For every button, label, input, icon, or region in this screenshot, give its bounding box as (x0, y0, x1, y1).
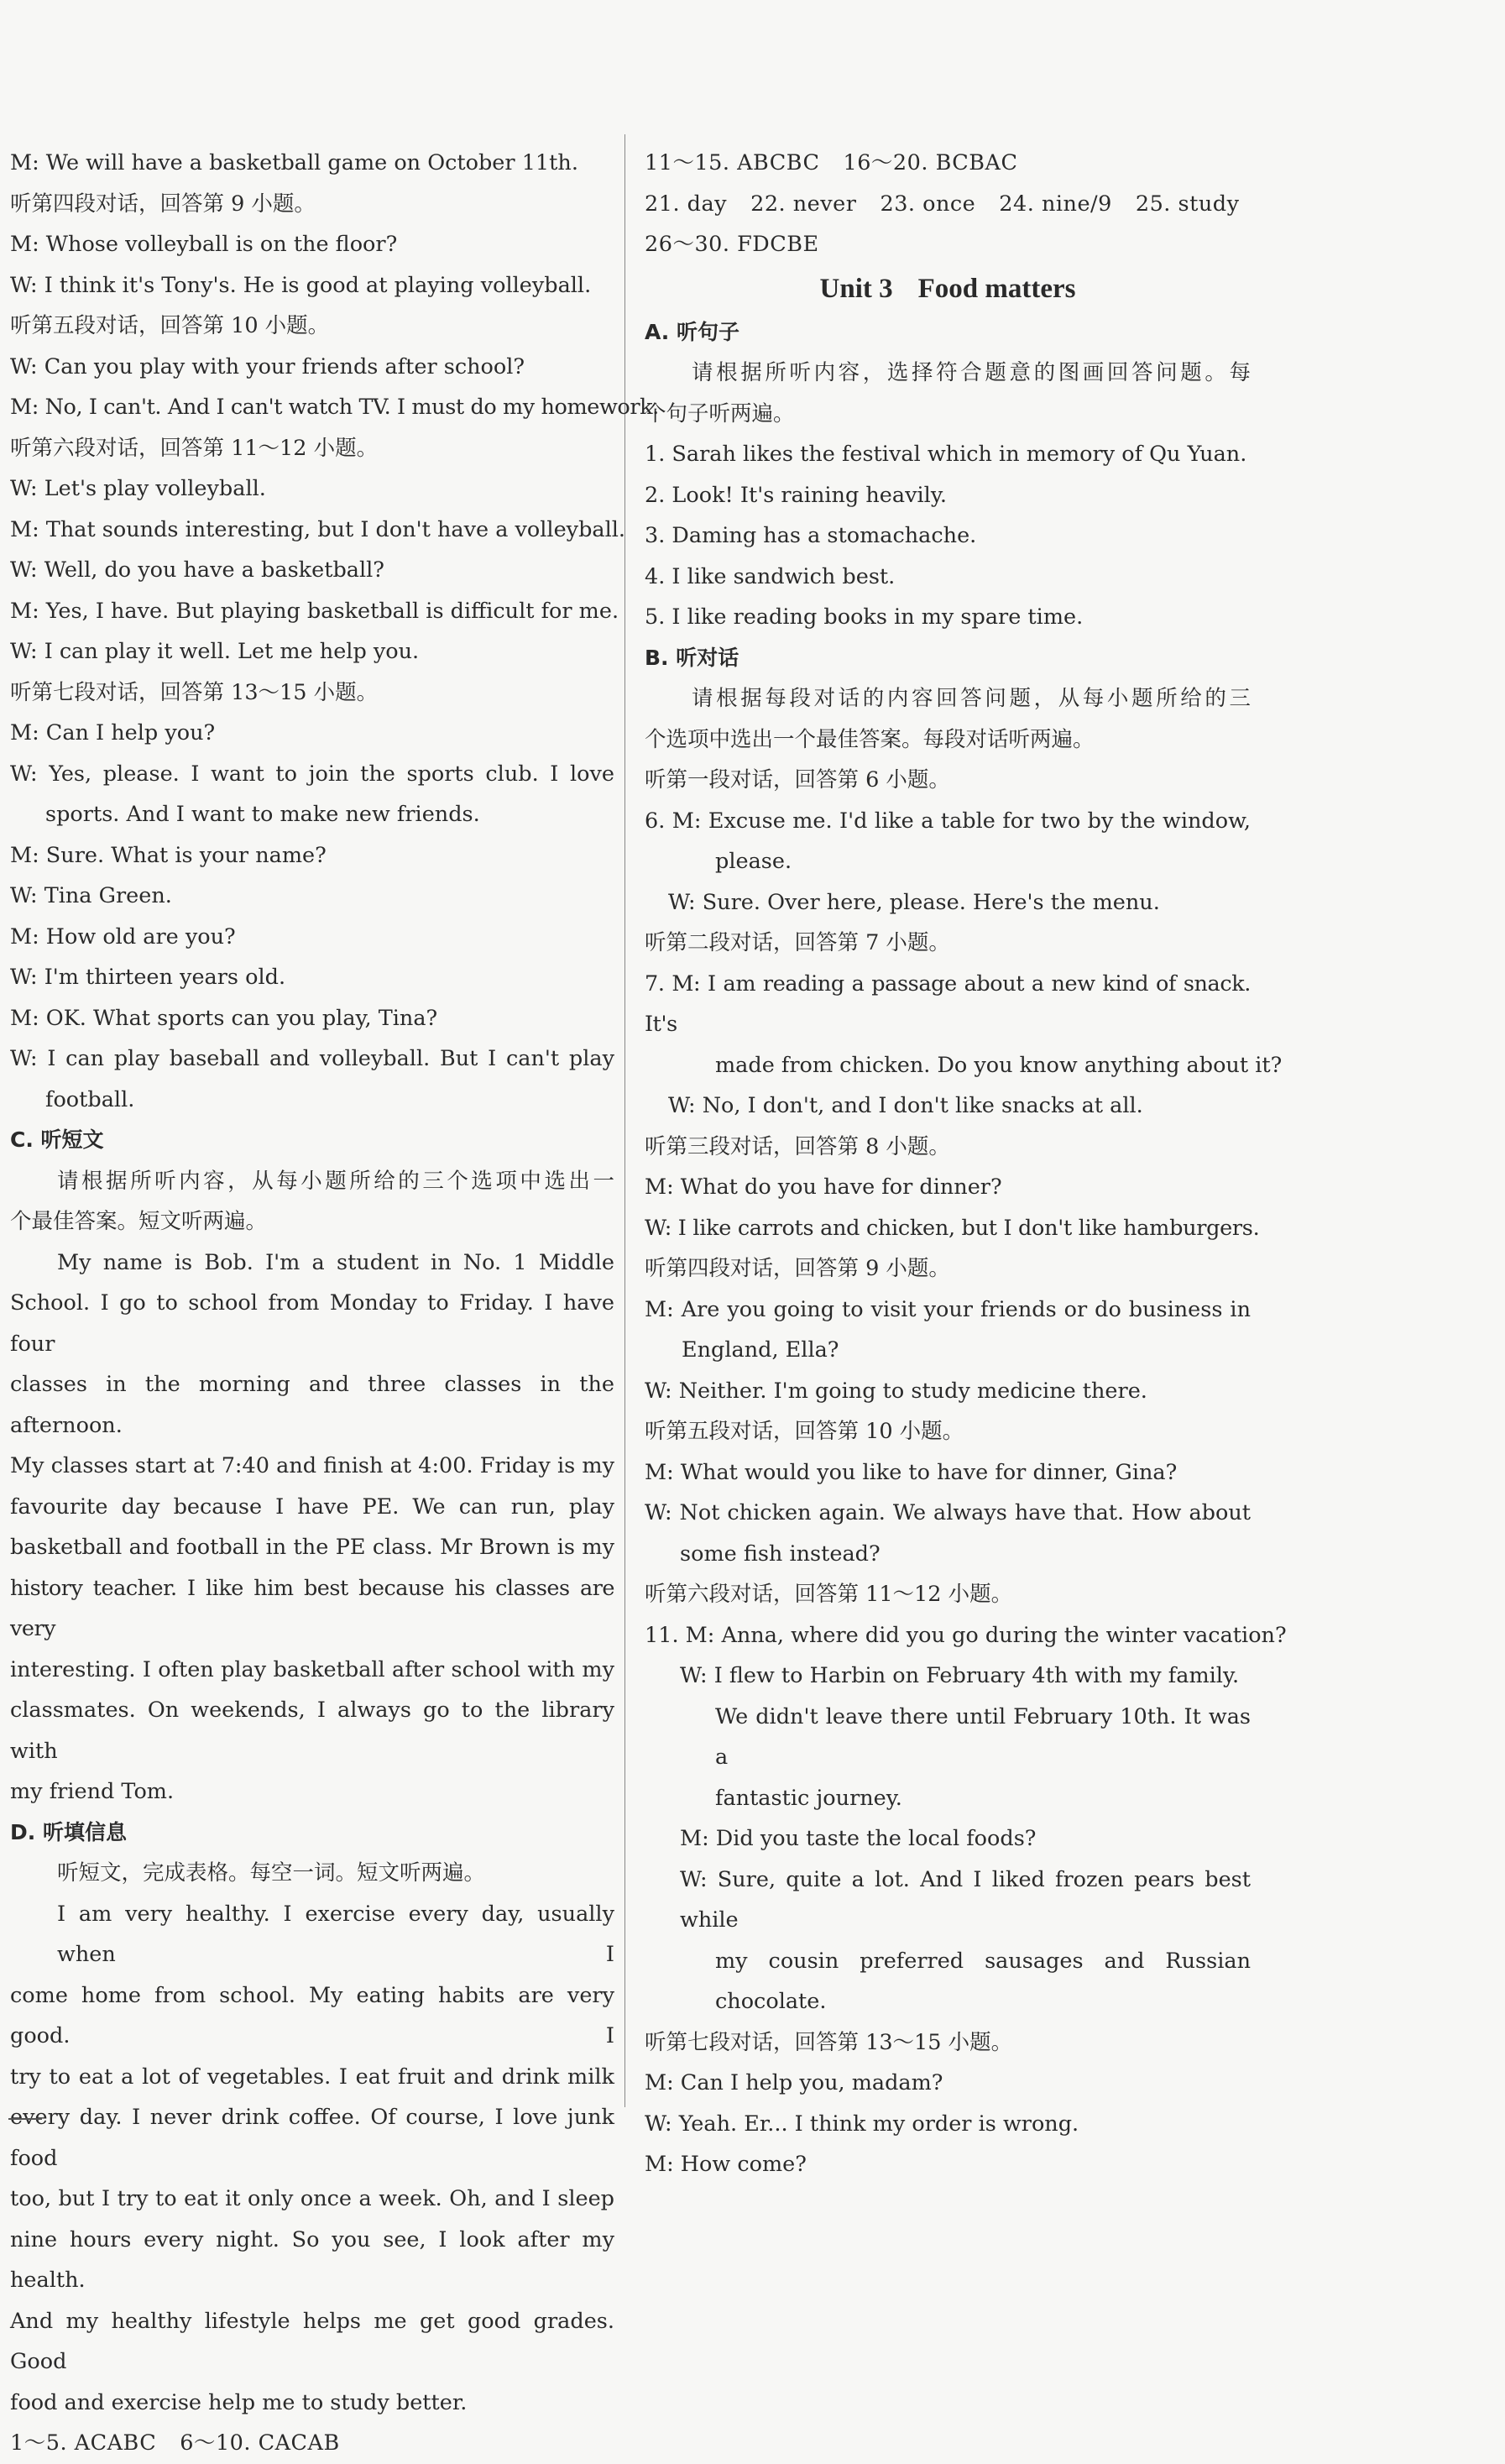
answer-key (10, 2423, 614, 2464)
passage-line: too, but I try to eat it only once a week. Oh, and I sleep (10, 2186, 614, 2211)
section-instruction: 听第六段对话，回答第 11～12 小题。 (10, 435, 379, 461)
unit-title-text: Food matters (917, 273, 1076, 304)
text-line: M: We will have a basketball game on October 11th. (10, 150, 578, 175)
section-instruction: 听第四段对话，回答第 9 小题。 (10, 191, 316, 217)
instruction-text: 个最佳答案。短文听两遍。 (10, 1209, 268, 1234)
text-line: W: No, I don't, and I don't like snacks at all. (668, 1093, 1143, 1118)
text-line: sports. And I want to make new friends. (45, 802, 480, 827)
text-line: W: Can you play with your friends after school? (10, 353, 525, 379)
text-line: M: Did you taste the local foods? (680, 1826, 1037, 1851)
text-line: W: I can play it well. Let me help you. (10, 639, 420, 664)
text-line: fantastic journey. (715, 1785, 902, 1811)
text-line: made from chicken. Do you know anything about it? (715, 1052, 1283, 1078)
text-line: M: That sounds interesting, but I don't have a volleyball. (10, 516, 626, 542)
section-instruction: 听第七段对话，回答第 13～15 小题。 (645, 2029, 1013, 2055)
text-line: please. (715, 849, 792, 874)
text-line: 2. Look! It's raining heavily. (645, 482, 947, 508)
text-line: M: Sure. What is your name? (10, 842, 327, 868)
text-line: M: How old are you? (10, 923, 236, 950)
text-line: We didn't leave there until February 10th. It was a (715, 1703, 1251, 1770)
instruction-text: 个选项中选出一个最佳答案。每段对话听两遍。 (645, 726, 1095, 752)
text-line: 6. M: Excuse me. I'd like a table for two by the window, (645, 808, 1251, 834)
text-line: W: Let's play volleyball. (10, 476, 266, 501)
section-instruction: 听第二段对话，回答第 7 小题。 (645, 930, 950, 955)
text-line: M: What would you like to have for dinner, Gina? (645, 1459, 1178, 1485)
passage-line: every day. I never drink coffee. Of course, I love junk food (10, 2105, 614, 2171)
unit-number: Unit 3 (819, 273, 893, 304)
column-divider (624, 134, 625, 2107)
passage-line: School. I go to school from Monday to Friday. I have four (10, 1290, 614, 1357)
text-line: M: Yes, I have. But playing basketball is difficult for me. (10, 598, 619, 624)
answer-group: 1～5. ACABC (10, 2430, 157, 2456)
text-line: W: I think it's Tony's. He is good at playing volleyball. (10, 272, 592, 298)
text-line: M: Are you going to visit your friends or do business in (645, 1296, 1251, 1322)
text-line: W: Not chicken again. We always have that. How about (645, 1500, 1251, 1525)
answer-item: 25. study (1135, 191, 1240, 217)
section-instruction: 听第四段对话，回答第 9 小题。 (645, 1256, 950, 1281)
instruction-text: 请根据所听内容，从每小题所给的三个选项中选出一 (57, 1168, 614, 1194)
text-line: some fish instead? (680, 1541, 881, 1567)
passage-line: And my healthy lifestyle helps me get good grades. Good (10, 2308, 614, 2374)
text-line: M: OK. What sports can you play, Tina? (10, 1005, 438, 1031)
text-line: W: Sure, quite a lot. And I liked frozen pears best while (680, 1866, 1251, 1933)
text-line: football. (45, 1086, 135, 1112)
text-line: W: I can play baseball and volleyball. But I can't play (10, 1046, 614, 1071)
answer-group: 11～15. ABCBC (645, 150, 820, 175)
passage-line: food and exercise help me to study better. (10, 2389, 468, 2415)
answer-item: 24. nine/9 (999, 191, 1112, 217)
text-line: M: How come? (645, 2152, 807, 2177)
text-line: 5. I like reading books in my spare time. (645, 604, 1084, 630)
text-line: 4. I like sandwich best. (645, 563, 896, 589)
text-line: W: Well, do you have a basketball? (10, 557, 384, 583)
passage-line: come home from school. My eating habits are very good. I (10, 1982, 614, 2048)
answer-item: 21. day (645, 191, 728, 217)
passage-line: favourite day because I have PE. We can run, play (10, 1494, 614, 1520)
section-heading: C. 听短文 (10, 1127, 104, 1152)
instruction-text: 个句子听两遍。 (645, 400, 795, 426)
text-line: 7. M: I am reading a passage about a new kind of snack. It's (645, 970, 1251, 1037)
section-instruction: 听第三段对话，回答第 8 小题。 (645, 1133, 950, 1159)
passage-line: history teacher. I like him best because his classes are very (10, 1575, 614, 1641)
section-heading: B. 听对话 (645, 645, 739, 670)
text-line: 1. Sarah likes the festival which in memory of Qu Yuan. (645, 442, 1247, 467)
unit-heading (645, 265, 1251, 312)
text-line: W: I flew to Harbin on February 4th with my family. (680, 1663, 1240, 1688)
section-instruction: 听第五段对话，回答第 10 小题。 (645, 1419, 964, 1444)
text-line: W: Tina Green. (10, 883, 172, 908)
right-column (645, 143, 1287, 2185)
text-line: W: I'm thirteen years old. (10, 965, 286, 990)
text-line: W: Yeah. Er... I think my order is wrong. (645, 2111, 1079, 2137)
passage-line: classmates. On weekends, I always go to the library with (10, 1698, 614, 1764)
text-line: England, Ella? (682, 1337, 839, 1363)
text-line: 11. M: Anna, where did you go during the winter vacation? (645, 1622, 1287, 1648)
page-corner-mark (8, 2118, 42, 2120)
answer-group: 26～30. FDCBE (645, 232, 819, 257)
passage-line: My name is Bob. I'm a student in No. 1 Middle (57, 1249, 614, 1275)
section-instruction: 听第五段对话，回答第 10 小题。 (10, 313, 330, 338)
passage-line: I am very healthy. I exercise every day, usually when I (57, 1901, 614, 1967)
answer-key (645, 224, 1251, 265)
text-line: M: Can I help you? (10, 720, 216, 745)
answer-item: 22. never (750, 191, 857, 217)
text-line: M: No, I can't. And I can't watch TV. I must do my homework. (10, 395, 659, 420)
passage-line: try to eat a lot of vegetables. I eat fruit and drink milk (10, 2064, 614, 2090)
answer-group: 16～20. BCBAC (843, 150, 1018, 175)
section-instruction: 听第六段对话，回答第 11～12 小题。 (645, 1582, 1013, 1607)
answer-item: 23. once (880, 191, 976, 217)
instruction-text: 听短文，完成表格。每空一词。短文听两遍。 (57, 1860, 486, 1886)
passage-line: classes in the morning and three classes in the afternoon. (10, 1372, 614, 1438)
text-line: M: Can I help you, madam? (645, 2070, 943, 2095)
text-line: 3. Daming has a stomachache. (645, 523, 977, 548)
answer-key (645, 143, 1251, 184)
answer-group: 6～10. CACAB (180, 2430, 340, 2456)
instruction-text: 请根据每段对话的内容回答问题，从每小题所给的三 (692, 686, 1251, 711)
passage-line: my friend Tom. (10, 1779, 175, 1804)
section-instruction: 听第一段对话，回答第 6 小题。 (645, 767, 950, 793)
section-heading: A. 听句子 (645, 319, 740, 344)
passage-line: interesting. I often play basketball after school with my (10, 1656, 614, 1682)
answer-key (645, 184, 1251, 225)
left-column (10, 143, 659, 2464)
text-line: W: I like carrots and chicken, but I don't like hamburgers. (645, 1215, 1260, 1241)
text-line: W: Sure. Over here, please. Here's the menu. (668, 889, 1160, 915)
text-line: M: What do you have for dinner? (645, 1174, 1002, 1200)
section-instruction: 听第七段对话，回答第 13～15 小题。 (10, 679, 379, 705)
instruction-text: 请根据所听内容，选择符合题意的图画回答问题。每 (692, 360, 1251, 385)
passage-line: basketball and football in the PE class. Mr Brown is my (10, 1535, 614, 1560)
text-line: W: Yes, please. I want to join the sports club. I love (10, 761, 614, 787)
text-line: chocolate. (715, 1989, 827, 2014)
section-heading: D. 听填信息 (10, 1819, 127, 1844)
text-line: W: Neither. I'm going to study medicine there. (645, 1378, 1147, 1404)
passage-line: nine hours every night. So you see, I look after my health. (10, 2226, 614, 2293)
passage-line: My classes start at 7:40 and finish at 4:00. Friday is my (10, 1453, 614, 1478)
text-line: M: Whose volleyball is on the floor? (10, 232, 398, 257)
text-line: my cousin preferred sausages and Russian (715, 1948, 1251, 1974)
